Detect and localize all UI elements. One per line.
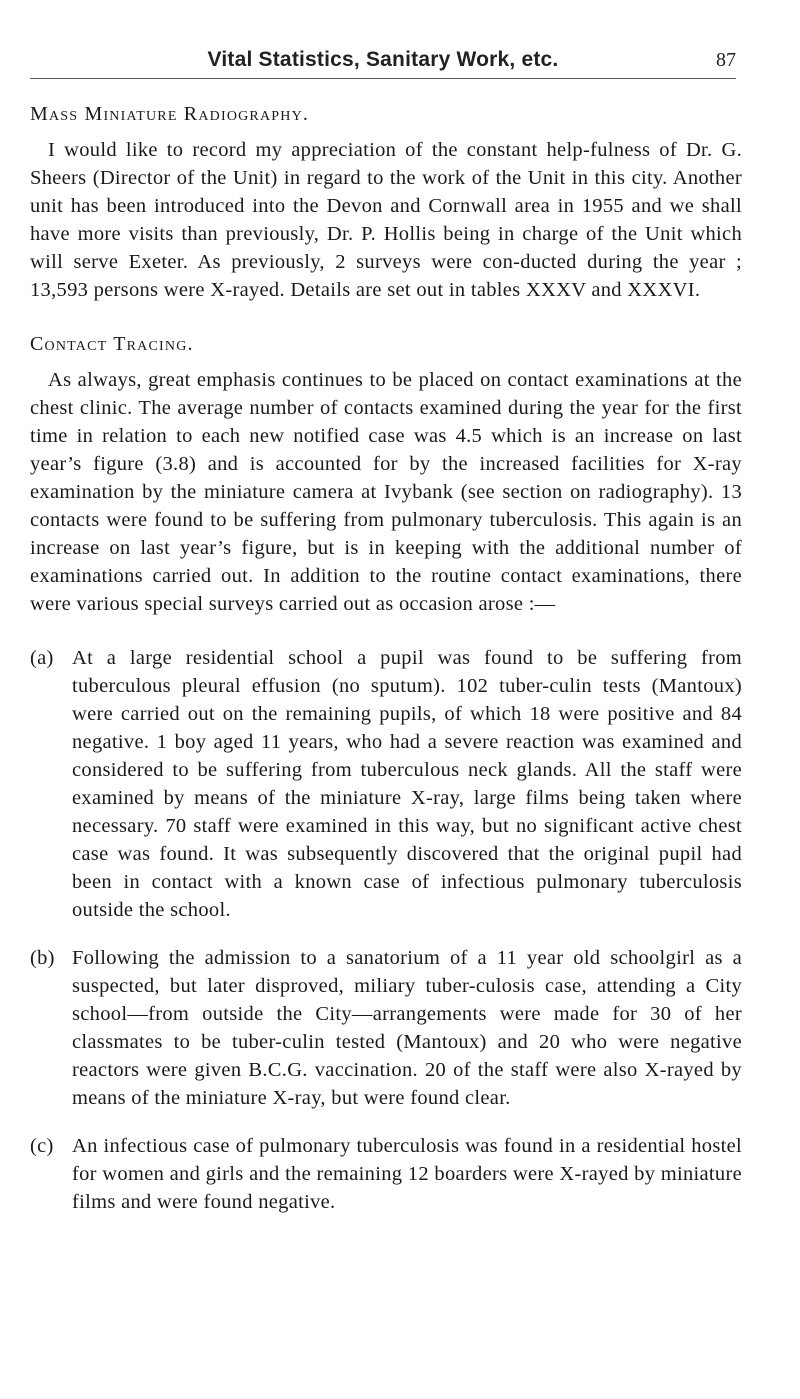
section-heading-contact-tracing: Contact Tracing. <box>30 333 194 355</box>
page-content <box>30 100 742 1236</box>
list-marker: (a) <box>30 647 54 669</box>
list-marker: (c) <box>30 1135 54 1157</box>
list-item-text: An infectious case of pulmonary tuberculosis was found in a residential hostel for women and girls and the remaining 12 boarders were X-rayed by miniature films and were found negative. <box>72 1135 742 1213</box>
list-item-a <box>30 644 742 924</box>
section-heading-mass-miniature-radiography: Mass Miniature Radiography. <box>30 103 310 125</box>
running-title: Vital Statistics, Sanitary Work, etc. <box>207 48 559 71</box>
list-marker: (b) <box>30 947 55 969</box>
paragraph-mass-miniature-radiography: I would like to record my appreciation of the constant help-fulness of Dr. G. Sheers (Director of the Unit) in regard to the work of the Unit in this city. Another unit has been introduced into the Devon and Cornwall area in 1955 and we shall have more visits than previously, Dr. P. Hollis being in charge of the Unit which will serve Exeter. As previously, 2 surveys were con-ducted during the year ; 13,593 persons were X-rayed. Details are set out in tables XXXV and XXXVI. <box>30 139 742 301</box>
page-number: 87 <box>716 49 736 71</box>
list-item-text: At a large residential school a pupil was found to be suffering from tuberculous pleural effusion (no sputum). 102 tuber-culin tests (Mantoux) were carried out on the remaining pupils, of which 18 were positive and 84 negative. 1 boy aged 11 years, who had a severe reaction was examined and considered to be suffering from tuberculous neck glands. All the staff were examined by means of the miniature X-ray, large films being taken where necessary. 70 staff were examined in this way, but no significant active chest case was found. It was subsequently discovered that the original pupil had been in contact with a known case of infectious pulmonary tuberculosis outside the school. <box>72 647 742 921</box>
list-item-c <box>30 1132 742 1216</box>
paragraph-contact-tracing: As always, great emphasis continues to be placed on contact examinations at the chest clinic. The average number of contacts examined during the year for the first time in relation to each new notified case was 4.5 which is an increase on last year’s figure (3.8) and is accounted for by the increased facilities for X-ray examination by the miniature camera at Ivybank (see section on radiography). 13 contacts were found to be suffering from pulmonary tuberculosis. This again is an increase on last year’s figure, but is in keeping with the additional number of examinations carried out. In addition to the routine contact examinations, there were various special surveys carried out as occasion arose :— <box>30 369 742 615</box>
list-item-text: Following the admission to a sanatorium of a 11 year old schoolgirl as a suspected, but later disproved, miliary tuber-culosis case, attending a City school—from outside the City—arrangements were made for 30 of her classmates to be tuber-culin tested (Mantoux) and 20 who were negative reactors were given B.C.G. vaccination. 20 of the staff were also X-rayed by means of the miniature X-ray, but were found clear. <box>72 947 742 1109</box>
list-item-b <box>30 944 742 1112</box>
running-header <box>30 46 736 79</box>
